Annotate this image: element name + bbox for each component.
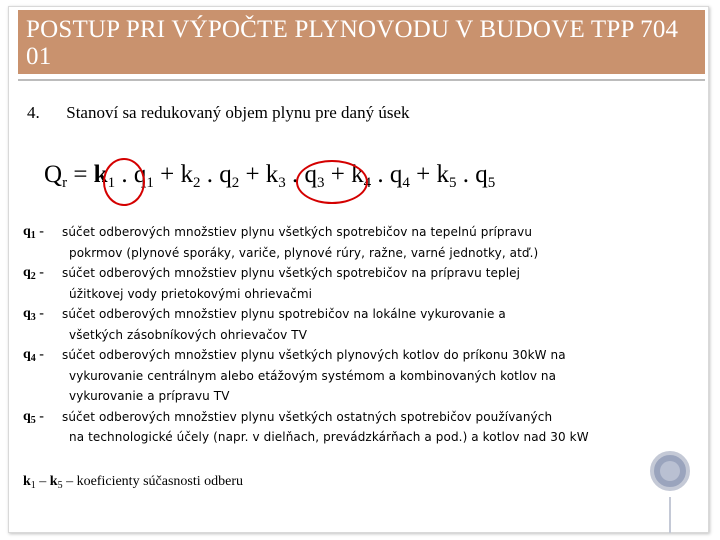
definition-q2 [23, 263, 663, 304]
title-divider [18, 79, 705, 81]
definition-text: súčet odberových množstiev plynu všetkých plynových kotlov do príkonu 30kW na vykurovanie centrálnym alebo etážovým systémom a kombinovaných kotlov na vykurovanie a prípravu TV [62, 348, 566, 403]
scrollbar-track[interactable] [669, 497, 671, 533]
definition-q5 [23, 407, 663, 448]
formula-q2: q [219, 161, 232, 188]
formula-q5-sub: 5 [487, 175, 496, 191]
definition-key: $q_4$ - [23, 347, 44, 364]
formula-dot-2: . [200, 161, 220, 188]
definition-key: $q_2$ - [23, 265, 44, 282]
formula-plus-2: + [239, 161, 266, 188]
formula-q2-sub: 2 [231, 175, 240, 191]
step-text: Stanoví sa redukovaný objem plynu pre daný úsek [66, 103, 410, 122]
formula-k3-sub: 3 [278, 175, 286, 191]
formula-q1-sub: 1 [146, 175, 154, 191]
formula-dot-4: . [371, 161, 390, 188]
formula-lhs-sub: r [62, 175, 68, 191]
formula-k3: k [265, 161, 279, 188]
definition-q1 [23, 222, 663, 263]
formula-dot-5: . [456, 161, 476, 188]
formula-q3: q [304, 161, 318, 188]
formula-k1-sub: 1 [107, 175, 116, 191]
formula-k4-sub: 4 [363, 175, 372, 191]
definition-q4 [23, 345, 663, 407]
definition-text: súčet odberových množstiev plynu všetkých spotrebičov na prípravu teplej úžitkovej vody prietokovými ohrievačmi [62, 266, 521, 301]
definitions-list [23, 222, 663, 448]
formula-k2-sub: 2 [192, 175, 201, 191]
formula-plus-1: + [153, 161, 181, 188]
step-number: 4. [27, 103, 40, 122]
formula-plus-3: + [324, 161, 352, 188]
formula-q3-sub: 3 [317, 175, 325, 191]
formula-dot-3: . [285, 161, 305, 188]
formula-q4: q [389, 161, 403, 188]
formula-k5: k [436, 161, 450, 188]
formula-q5: q [475, 161, 488, 188]
highlight-circle-k1 [103, 158, 145, 206]
formula-plus-4: + [409, 161, 437, 188]
coefficients-note: $k_1 - k_5$ – koeficienty súčasnosti odberu [23, 474, 243, 491]
definition-text: súčet odberových množstiev plynu všetkých ostatných spotrebičov používaných na technologické účely (napr. v dielňach, prevádzkárňach a pod.) a kotlov nad 30 kW [62, 409, 589, 444]
scroll-knob-icon[interactable] [650, 451, 690, 491]
formula-q4-sub: 4 [402, 175, 410, 191]
formula-lhs: Q [44, 161, 63, 188]
formula-k4: k [351, 161, 364, 188]
definition-text: súčet odberových množstiev plynu všetkých spotrebičov na tepelnú prípravu pokrmov (plynové sporáky, variče, plynové rúry, ražne, varné jednotky, atď.) [62, 225, 539, 260]
definition-key: $q_3$ - [23, 306, 44, 323]
slide-title: POSTUP PRI VÝPOČTE PLYNOVODU V BUDOVE TPP 704 01 [26, 16, 679, 70]
definition-key: $q_1$ - [23, 224, 44, 241]
definition-q3 [23, 304, 663, 345]
step-point [27, 103, 410, 123]
formula-q1: q [133, 161, 147, 188]
highlight-circle-k3 [296, 160, 368, 204]
formula-k5-sub: 5 [449, 175, 457, 191]
formula-equals: = [67, 161, 94, 188]
definition-text: súčet odberových množstiev plynu spotrebičov na lokálne vykurovanie a všetkých zásobníkových ohrievačov TV [62, 307, 506, 342]
formula-dot-1: . [115, 161, 134, 188]
formula-k1: k [93, 161, 108, 188]
formula-k2: k [180, 161, 193, 188]
definition-key: $q_5$ - [23, 408, 44, 426]
